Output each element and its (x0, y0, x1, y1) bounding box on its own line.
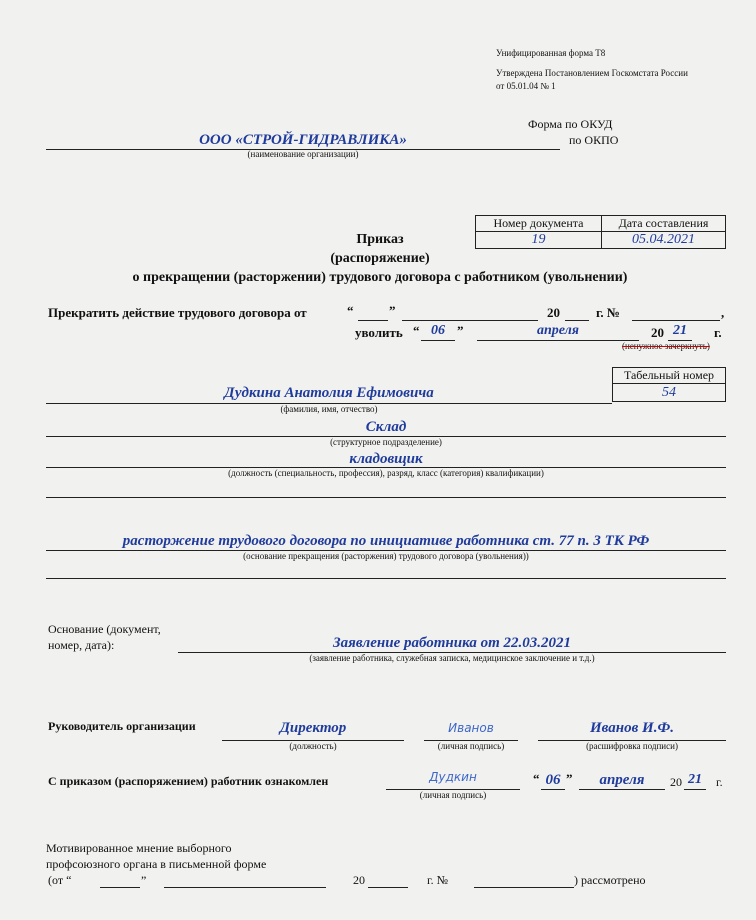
title-line2: (распоряжение) (330, 251, 430, 266)
ack-month-line (579, 789, 665, 790)
tab-number: 54 (613, 384, 726, 402)
ack-year-prefix: 20 (670, 775, 682, 789)
terminate-quote-open: “ (347, 303, 354, 318)
union-number-line[interactable] (474, 887, 574, 888)
dismiss-month-line (477, 340, 639, 341)
head-signature: Иванов (448, 721, 494, 735)
reason-caption: (основание прекращения (расторжения) трудового договора (увольнения)) (243, 551, 529, 561)
basis-label-line2: номер, дата): (48, 638, 115, 652)
doc-date: 05.04.2021 (602, 232, 726, 249)
head-name: Иванов И.Ф. (590, 720, 674, 736)
terminate-month-line[interactable] (402, 320, 538, 321)
org-caption: (наименование организации) (247, 149, 359, 159)
employee-department-caption: (структурное подразделение) (330, 437, 442, 447)
basis-label-line1: Основание (документ, (48, 622, 161, 636)
ack-quote-close: ” (566, 771, 573, 786)
basis-text: Заявление работника от 22.03.2021 (332, 635, 571, 651)
ack-year-line (684, 789, 706, 790)
union-from: (от “ (48, 873, 72, 887)
dismiss-label: уволить (355, 325, 403, 340)
dismiss-month: апреля (536, 323, 580, 338)
ack-year-suffix: г. (716, 775, 723, 789)
dismiss-year-prefix: 20 (651, 325, 664, 340)
title-line3: о прекращении (расторжении) трудового договора с работником (увольнении) (132, 270, 628, 285)
employee-fio-caption: (фамилия, имя, отчество) (280, 404, 378, 414)
union-year-prefix: 20 (353, 873, 365, 887)
ack-month: апреля (599, 772, 645, 788)
dismiss-quote-open: “ (413, 323, 420, 338)
head-position: Директор (279, 720, 347, 736)
union-line1: Мотивированное мнение выборного (46, 841, 232, 855)
employee-department: Склад (365, 419, 407, 435)
union-line2: профсоюзного органа в письменной форме (46, 857, 267, 871)
org-name: ООО «СТРОЙ-ГИДРАВЛИКА» (199, 132, 407, 148)
head-position-caption: (должность) (289, 741, 337, 751)
blank-line-2[interactable] (46, 578, 726, 579)
approved-line2: от 05.01.04 № 1 (496, 81, 556, 91)
okud-label: Форма по ОКУД (528, 117, 613, 131)
reason-text: расторжение трудового договора по инициативе работника ст. 77 п. 3 ТК РФ (122, 533, 650, 549)
basis-caption: (заявление работника, служебная записка, медицинское заключение и т.д.) (309, 653, 595, 663)
terminate-comma: , (721, 305, 725, 320)
terminate-year-prefix: 20 (547, 305, 560, 320)
ack-signature-caption: (личная подпись) (419, 790, 487, 800)
union-day-line[interactable] (100, 887, 140, 888)
dismiss-year: 21 (673, 323, 687, 338)
form-name: Унифицированная форма Т8 (496, 48, 606, 58)
ack-day: 06 (545, 772, 561, 788)
doc-date-header: Дата составления (602, 216, 726, 232)
ack-label: С приказом (распоряжением) работник ознакомлен (48, 774, 329, 788)
union-quote-close: ” (141, 873, 147, 887)
ack-quote-open: “ (533, 771, 540, 786)
employee-position: кладовщик (349, 451, 423, 467)
title-line1: Приказ (356, 232, 404, 247)
employee-position-caption: (должность (специальность, профессия), разряд, класс (категория) квалификации) (228, 468, 544, 478)
dismiss-quote-close: ” (457, 323, 464, 338)
doc-number-header: Номер документа (476, 216, 602, 232)
dismiss-day-line (421, 340, 455, 341)
terminate-number-line[interactable] (632, 320, 720, 321)
ack-year: 21 (688, 772, 702, 787)
head-label: Руководитель организации (48, 719, 196, 733)
union-tail: ) рассмотрено (574, 873, 646, 887)
tab-number-header: Табельный номер (613, 368, 726, 384)
dismiss-year-suffix: г. (714, 325, 722, 340)
dismiss-caption: (ненужное зачеркнуть) (622, 341, 710, 351)
head-signature-caption: (личная подпись) (437, 741, 505, 751)
union-year-suffix: г. № (427, 873, 449, 887)
tab-number-table (612, 367, 726, 402)
ack-day-line (541, 789, 565, 790)
terminate-quote-close: ” (389, 303, 396, 318)
doc-table (475, 215, 726, 249)
okpo-label: по ОКПО (569, 133, 619, 147)
approved-line1: Утверждена Постановлением Госкомстата России (496, 68, 688, 78)
terminate-year-suffix: г. № (596, 305, 621, 320)
union-year-line[interactable] (368, 887, 408, 888)
dismiss-day: 06 (431, 323, 445, 338)
terminate-day-line[interactable] (358, 320, 388, 321)
ack-signature: Дудкин (429, 770, 477, 784)
head-name-caption: (расшифровка подписи) (586, 741, 678, 751)
blank-line-1[interactable] (46, 497, 726, 498)
terminate-label: Прекратить действие трудового договора от (48, 305, 307, 320)
doc-number: 19 (476, 232, 602, 249)
terminate-year-line[interactable] (565, 320, 589, 321)
union-month-line[interactable] (164, 887, 326, 888)
employee-fio: Дудкина Анатолия Ефимовича (224, 385, 434, 401)
